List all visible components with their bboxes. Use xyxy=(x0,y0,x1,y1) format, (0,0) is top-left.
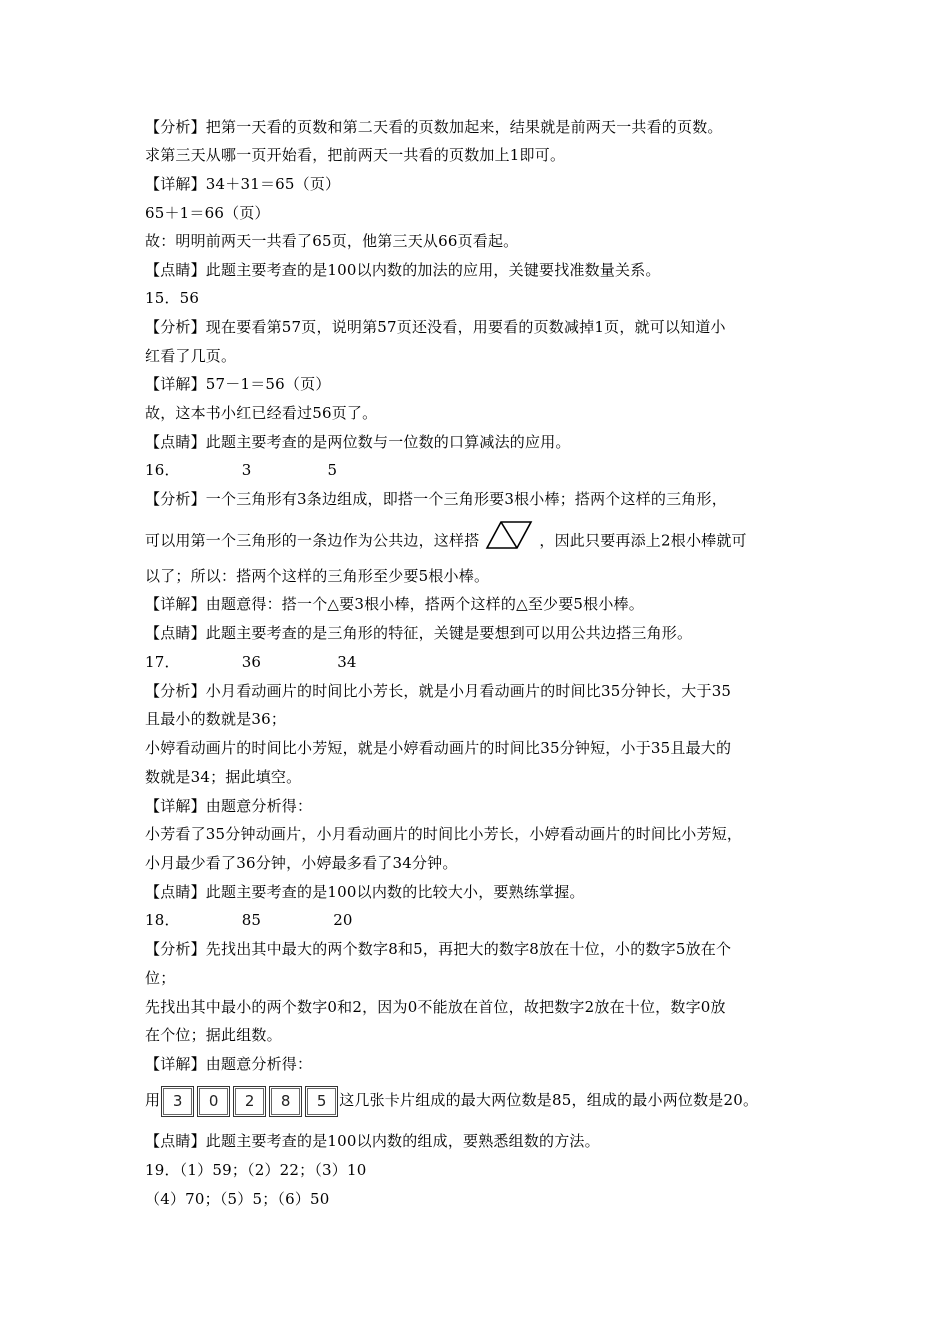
q14-comment: 【点睛】此题主要考查的是100以内数的加法的应用，关键要找准数量关系。 xyxy=(145,261,661,279)
q18-analysis-line2: 位； xyxy=(145,969,176,987)
q16-answer-1: 3 xyxy=(241,461,252,479)
q14-calc: 65＋1＝66（页） xyxy=(145,204,270,222)
q18-answer-line xyxy=(145,910,353,930)
number-card: 5 xyxy=(305,1086,338,1117)
q16-number: 16． xyxy=(145,461,180,479)
q14-analysis-line1: 【分析】把第一天看的页数和第二天看的页数加起来，结果就是前两天一共看的页数。 xyxy=(145,118,723,136)
q19-answers-line2: （4）70；（5）5；（6）50 xyxy=(145,1190,330,1208)
q18-detail: 【详解】由题意分析得： xyxy=(145,1055,313,1073)
q18-comment: 【点睛】此题主要考查的是100以内数的组成，要熟悉组数的方法。 xyxy=(145,1132,600,1150)
q15-analysis-line2: 红看了几页。 xyxy=(145,347,237,365)
number-card: 0 xyxy=(197,1086,230,1117)
q17-detail-line2: 小芳看了35分钟动画片，小月看动画片的时间比小芳长，小婷看动画片的时间比小芳短， xyxy=(145,825,743,843)
q16-answer-line xyxy=(145,460,337,480)
q17-analysis-line3: 小婷看动画片的时间比小芳短，就是小婷看动画片的时间比35分钟短，小于35且最大的 xyxy=(145,739,732,757)
q15-comment: 【点睛】此题主要考查的是两位数与一位数的口算减法的应用。 xyxy=(145,433,571,451)
q17-analysis-line2: 且最小的数就是36； xyxy=(145,710,287,728)
q18-number: 18． xyxy=(145,911,180,929)
q16-detail: 【详解】由题意得：搭一个△要3根小棒，搭两个这样的△至少要5根小棒。 xyxy=(145,595,644,613)
number-cards xyxy=(161,1086,338,1117)
q14-conclusion: 故：明明前两天一共看了65页，他第三天从66页看起。 xyxy=(145,232,519,250)
q17-answer-2: 34 xyxy=(337,653,357,671)
q18-cards-prefix: 用 xyxy=(145,1091,161,1109)
q19-answers-line1: 19．（1）59；（2）22；（3）10 xyxy=(145,1161,367,1179)
two-triangles-figure-icon xyxy=(485,520,533,563)
q18-analysis-line4: 在个位；据此组数。 xyxy=(145,1026,282,1044)
q18-analysis-line1: 【分析】先找出其中最大的两个数字8和5，再把大的数字8放在十位，小的数字5放在个 xyxy=(145,940,732,958)
q15-analysis-line1: 【分析】现在要看第57页，说明第57页还没看，用要看的页数减掉1页，就可以知道小 xyxy=(145,318,726,336)
q18-answer-1: 85 xyxy=(241,911,262,929)
q17-answer-1: 36 xyxy=(241,653,262,671)
q17-detail: 【详解】由题意分析得： xyxy=(145,797,313,815)
number-card: 2 xyxy=(233,1086,266,1117)
q16-analysis-line2-text: 可以用第一个三角形的一条边作为公共边，这样搭 xyxy=(145,531,480,550)
q18-cards-line xyxy=(145,1083,758,1117)
q17-analysis-line4: 数就是34；据此填空。 xyxy=(145,768,302,786)
q15-detail: 【详解】57－1＝56（页） xyxy=(145,375,331,393)
q16-analysis-line2 xyxy=(145,520,747,563)
q16-analysis-line3: 以了；所以：搭两个这样的三角形至少要5根小棒。 xyxy=(145,567,490,585)
q18-answer-2: 20 xyxy=(333,911,353,929)
q17-comment: 【点睛】此题主要考查的是100以内数的比较大小，要熟练掌握。 xyxy=(145,883,585,901)
q17-answer-line xyxy=(145,652,357,672)
q15-conclusion: 故，这本书小红已经看过56页了。 xyxy=(145,404,378,422)
q16-analysis-line2-tail: ，因此只要再添上2根小棒就可 xyxy=(539,531,747,550)
q17-analysis-line1: 【分析】小月看动画片的时间比小芳长，就是小月看动画片的时间比35分钟长，大于35 xyxy=(145,682,732,700)
q15-answer: 15．56 xyxy=(145,289,200,307)
number-card: 8 xyxy=(269,1086,302,1117)
q16-answer-2: 5 xyxy=(327,461,338,479)
q18-analysis-line3: 先找出其中最小的两个数字0和2，因为0不能放在首位，故把数字2放在十位，数字0放 xyxy=(145,998,726,1016)
number-card: 3 xyxy=(161,1086,194,1117)
q18-cards-suffix: 这几张卡片组成的最大两位数是85，组成的最小两位数是20。 xyxy=(339,1091,759,1109)
q14-detail: 【详解】34＋31＝65（页） xyxy=(145,175,341,193)
q14-analysis-line2: 求第三天从哪一页开始看，把前两天一共看的页数加上1即可。 xyxy=(145,146,566,164)
q17-number: 17． xyxy=(145,653,180,671)
q16-comment: 【点睛】此题主要考查的是三角形的特征，关键是要想到可以用公共边搭三角形。 xyxy=(145,624,693,642)
q16-analysis-line1: 【分析】一个三角形有3条边组成，即搭一个三角形要3根小棒；搭两个这样的三角形， xyxy=(145,490,727,508)
q17-detail-line3: 小月最少看了36分钟，小婷最多看了34分钟。 xyxy=(145,854,458,872)
